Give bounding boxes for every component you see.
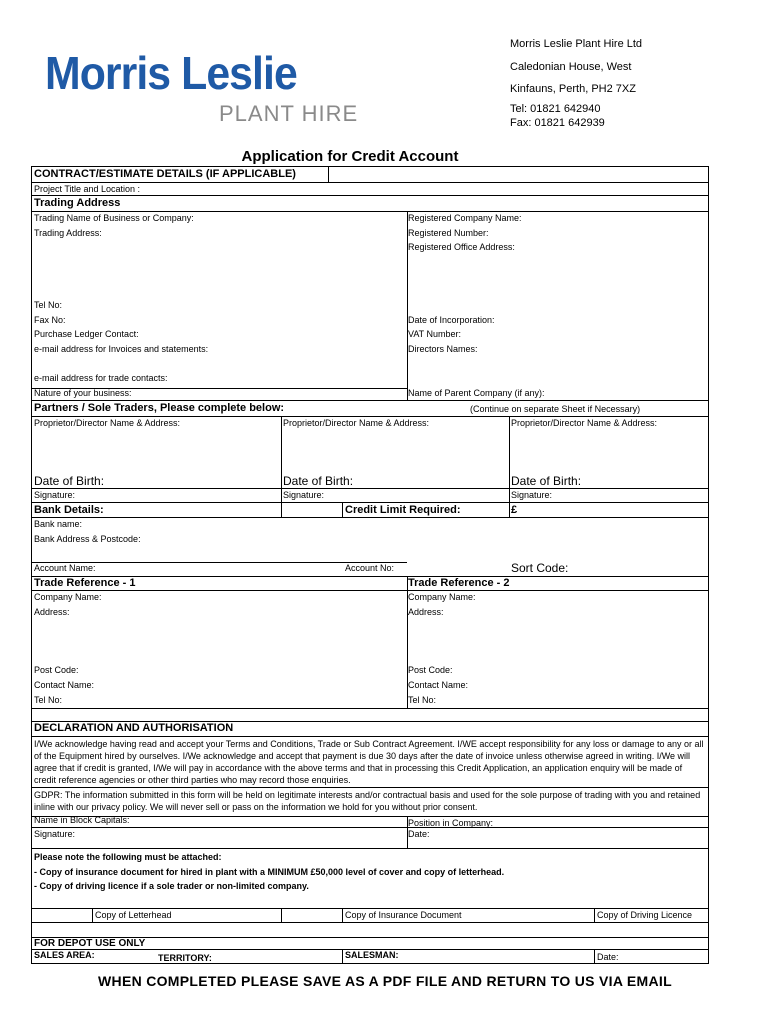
declaration-date-field[interactable]: Date: [408,829,430,839]
attachment-licence-note: - Copy of driving licence if a sole trader or non-limited company. [34,881,309,891]
credit-limit-field[interactable]: £ [511,504,518,516]
copy-of-letterhead-checkbox[interactable]: Copy of Letterhead [95,910,172,920]
proprietor-1-field[interactable]: Proprietor/Director Name & Address: [34,418,181,428]
parent-company-field[interactable]: Name of Parent Company (if any): [408,388,545,398]
company-logo-subtitle: PLANT HIRE [219,101,359,126]
tel-field[interactable]: Tel No: [34,300,63,310]
depot-date-field[interactable]: Date: [597,952,619,962]
ref1-post-code-field[interactable]: Post Code: [34,665,79,675]
signature-3-field[interactable]: Signature: [511,490,553,500]
purchase-ledger-contact-field[interactable]: Purchase Ledger Contact: [34,329,139,339]
trade-contacts-email-field[interactable]: e-mail address for trade contacts: [34,373,168,383]
registered-number-field[interactable]: Registered Number: [408,228,489,238]
salesman-field[interactable]: SALESMAN: [345,950,399,960]
ref1-company-name-field[interactable]: Company Name: [34,592,102,602]
form-title: Application for Credit Account [241,148,459,165]
partners-heading: Partners / Sole Traders, Please complete below: [34,402,285,414]
company-logo: Morris Leslie [45,47,297,99]
gdpr-text: GDPR: The information submitted in this form will be held on legitimate interests and/or contractual basis and used for the sole purpose of trading with you and retained inline with our privacy policy. We will never sell or pass on the information we hold for you without prior consent. [34,790,701,812]
project-title-field[interactable]: Project Title and Location : [34,184,141,194]
contract-heading: CONTRACT/ESTIMATE DETAILS (IF APPLICABLE) [34,168,296,180]
dob-1-field[interactable]: Date of Birth: [34,474,105,488]
nature-of-business-field[interactable]: Nature of your business: [34,388,132,398]
ref1-tel-field[interactable]: Tel No: [34,695,63,705]
ref2-company-name-field[interactable]: Company Name: [408,592,476,602]
dob-3-field[interactable]: Date of Birth: [511,474,582,488]
declaration-text: I/We acknowledge having read and accept your Terms and Conditions, Trade or Sub Contract Agreement. I/WE accept responsibility for any loss or damage to any or all of the Equipment hired by ourselves. I/We acknowledge and accept that payment is due 30 days after the date of invoice unless otherwise agreed in writing. I/We will agree that if credit is granted, I/We will pay in accordance with the above terms and that in processing this Credit Application, an application enquiry will be made of credit reference agencies or other third parties who may record those enquiries. [34,739,704,785]
fax-field[interactable]: Fax No: [34,315,66,325]
continue-note: (Continue on separate Sheet if Necessary) [470,404,641,414]
ref2-tel-field[interactable]: Tel No: [408,695,437,705]
company-address-line1: Caledonian House, West [510,61,632,73]
copy-of-licence-checkbox[interactable]: Copy of Driving Licence [597,910,693,920]
dob-2-field[interactable]: Date of Birth: [283,474,354,488]
signature-1-field[interactable]: Signature: [34,490,76,500]
attachment-insurance-note: - Copy of insurance document for hired in plant with a MINIMUM £50,000 level of cover and copy of letterhead. [34,867,505,877]
company-name: Morris Leslie Plant Hire Ltd [510,38,643,50]
registered-company-name-field[interactable]: Registered Company Name: [408,213,522,223]
ref2-address-field[interactable]: Address: [408,607,444,617]
bank-address-field[interactable]: Bank Address & Postcode: [34,534,141,544]
account-no-field[interactable]: Account No: [345,563,395,573]
territory-field[interactable]: TERRITORY: [158,953,212,963]
vat-number-field[interactable]: VAT Number: [408,329,462,339]
attachments-heading: Please note the following must be attached: [34,852,222,862]
trading-address-field[interactable]: Trading Address: [34,228,102,238]
position-in-company-field[interactable]: Position in Company: [408,818,494,828]
sort-code-field[interactable]: Sort Code: [511,561,569,575]
company-tel: Tel: 01821 642940 [510,103,601,115]
trading-address-heading: Trading Address [34,197,121,209]
credit-limit-label: Credit Limit Required: [345,504,461,516]
company-fax: Fax: 01821 642939 [510,117,605,129]
footer-instruction: WHEN COMPLETED PLEASE SAVE AS A PDF FILE AND RETURN TO US VIA EMAIL [98,973,672,989]
copy-of-insurance-checkbox[interactable]: Copy of Insurance Document [345,910,462,920]
directors-names-field[interactable]: Directors Names: [408,344,478,354]
depot-use-heading: FOR DEPOT USE ONLY [34,938,146,949]
registered-office-address-field[interactable]: Registered Office Address: [408,242,515,252]
trading-name-field[interactable]: Trading Name of Business or Company: [34,213,194,223]
proprietor-3-field[interactable]: Proprietor/Director Name & Address: [511,418,658,428]
company-address-line2: Kinfauns, Perth, PH2 7XZ [510,83,636,95]
ref1-contact-name-field[interactable]: Contact Name: [34,680,95,690]
declaration-heading: DECLARATION AND AUTHORISATION [34,722,234,734]
bank-details-heading: Bank Details: [34,504,104,516]
credit-application-form [31,166,709,964]
ref2-post-code-field[interactable]: Post Code: [408,665,453,675]
trade-reference-2-heading: Trade Reference - 2 [408,577,510,589]
invoice-email-field[interactable]: e-mail address for Invoices and statements: [34,344,209,354]
date-of-incorporation-field[interactable]: Date of Incorporation: [408,315,495,325]
account-name-field[interactable]: Account Name: [34,563,96,573]
bank-name-field[interactable]: Bank name: [34,519,83,529]
ref1-address-field[interactable]: Address: [34,607,70,617]
ref2-contact-name-field[interactable]: Contact Name: [408,680,469,690]
signature-2-field[interactable]: Signature: [283,490,325,500]
proprietor-2-field[interactable]: Proprietor/Director Name & Address: [283,418,430,428]
name-block-capitals-field[interactable]: Name in Block Capitals: [34,815,130,825]
trade-reference-1-heading: Trade Reference - 1 [34,577,136,589]
sales-area-field[interactable]: SALES AREA: [34,950,95,960]
declaration-signature-field[interactable]: Signature: [34,829,76,839]
